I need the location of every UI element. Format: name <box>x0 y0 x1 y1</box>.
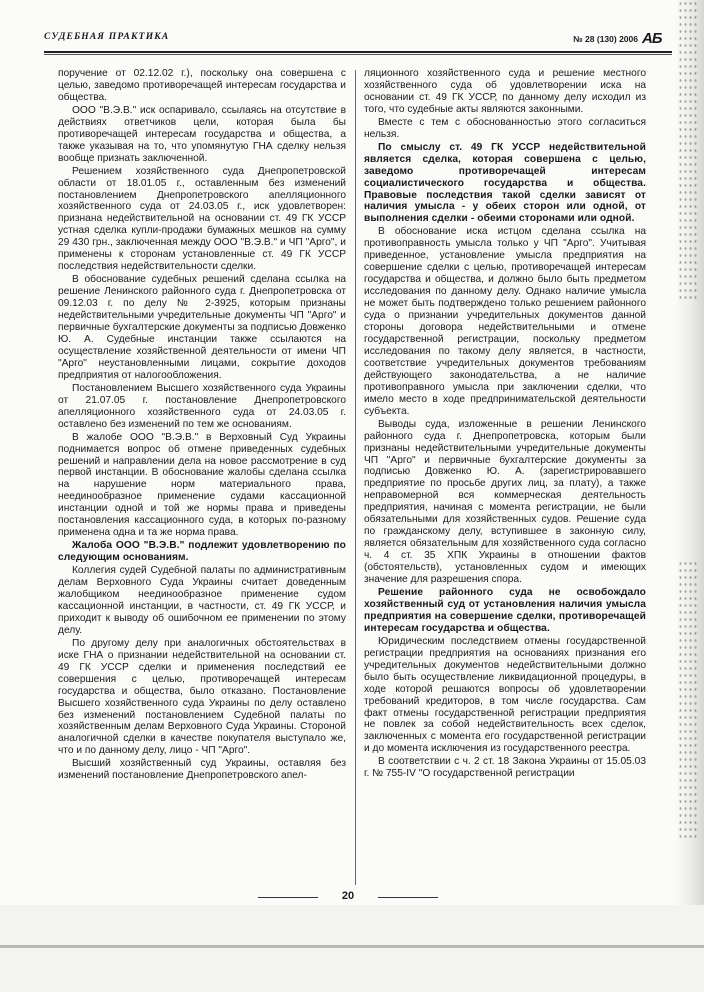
paragraph: В жалобе ООО "В.Э.В." в Верховный Суд Украины поднимается вопрос об отмене приведенных судебных решений и направлении дела на новое рассмотрение в суд первой инстанции. В обоснование жалобы сделана ссылка на нарушение норм материального права, неединообразное применение судами кассационной инстанции одной и той же нормы права и приведены постановления кассационного суда, в которых по-разному применена одна и та же норма права. <box>58 431 346 539</box>
paragraph: Решением хозяйственного суда Днепропетровской области от 18.01.05 г., оставленным без изменений постановлением Днепропетровского апелляционного хозяйственного суда от 24.03.05 г., иск удовлетворен: признана недействительной на основании ст. 49 ГК УССР устная сделка купли-продажи бумажных мешков на сумму 29 430 грн., заключенная между ООО "В.Э.В." и ЧП "Арго", и применены к сторонам установленные ст. 49 ГК УССР последствия недействительности сделки. <box>58 165 346 273</box>
publication-logo: АБ <box>642 30 662 47</box>
paragraph: поручение от 02.12.02 г.), поскольку она совершена с целью, заведомо противоречащей интересам государства и общества. <box>58 68 346 103</box>
header-rule-thin <box>44 54 672 55</box>
footer-rule-right <box>378 897 438 898</box>
right-column <box>364 68 646 781</box>
paragraph: В обоснование судебных решений сделана ссылка на решение Ленинского районного суда г. Днепропетровска от 09.12.03 г. по делу № 2-3925, которым признаны недействительными учредительные документы ЧП "Арго" и первичные бухгалтерские документы за подписью Довженко Ю. А. Судебные инстанции также ссылаются на осуществление хозяйственной деятельности от имени ЧП "Арго" неустановленными лицами, сокрытие доходов предприятия от налогообложения. <box>58 274 346 381</box>
bold-paragraph: Жалоба ООО "В.Э.В." подлежит удовлетворению по следующим основаниям. <box>58 540 346 564</box>
paragraph: Выводы суда, изложенные в решении Ленинского районного суда г. Днепропетровска, которым были признаны недействительными учредительные документы ЧП "Арго" и первичные бухгалтерские документы за подписью Довженко Ю. А. (зарегистрировавшего предприятие по просьбе других лиц, за плату), а также неправомерной вся коммерческая деятельность предприятия, начиная с момента регистрации, не были обязательными для хозяйственных судов. Решение суда по гражданскому делу, вступившее в законную силу, является обязательным для хозяйственного суда согласно ч. 4 ст. 35 ХПК Украины в отношении фактов (обстоятельств), установленных судом и имеющих значение для разрешения спора. <box>364 418 646 586</box>
paragraph: Вместе с тем с обоснованностью этого согласиться нельзя. <box>364 116 646 140</box>
paragraph: Юридическим последствием отмены государственной регистрации предприятия на основаниях признания его учредительных документов недействительными должно было быть осуществление ликвидационной процедуры, в ходе которой решаются вопросы об удовлетворении требований кредиторов, в том числе государства. Сам факт отмены государственной регистрации предприятия не повлек за собой недействительность всех сделок, заключенных с момента его государственной регистрации и до момента исключения из государственного реестра. <box>364 635 646 755</box>
paragraph: В соответствии с ч. 2 ст. 18 Закона Украины от 15.05.03 г. № 755-IV "О государственной регистрации <box>364 756 646 780</box>
header-rule <box>44 51 672 53</box>
page-number: 20 <box>341 890 355 902</box>
column-divider <box>355 70 356 885</box>
paragraph: Постановлением Высшего хозяйственного суда Украины от 21.07.05 г. постановление Днепропетровского апелляционного хозяйственного суда от 24.03.05 г. оставлено без изменений по тем же основаниям. <box>58 382 346 430</box>
scan-bottom-margin <box>0 905 704 992</box>
page-header <box>44 30 672 50</box>
scan-noise <box>678 0 698 300</box>
page-footer <box>258 890 438 904</box>
paragraph: ляционного хозяйственного суда и решение местного хозяйственного суда об удовлетворении иска на основании ст. 49 ГК УССР, по данному делу исходил из того, что судебные акты являются законными. <box>364 68 646 115</box>
bold-paragraph: По смыслу ст. 49 ГК УССР недействительной является сделка, которая совершена с целью, заведомо противоречащей интересам социалистического государства и общества. Правовые последствия такой сделки зависят от наличия умысла - у обеих сторон или одной, от выполнения сделки - обеими сторонами или одной. <box>364 141 646 225</box>
footer-rule-left <box>258 897 318 898</box>
bold-paragraph: Решение районного суда не освобождало хозяйственный суд от установления наличия умысла предприятия на совершение сделки, противоречащей интересам государства и общества. <box>364 586 646 634</box>
paragraph: Коллегия судей Судебной палаты по административным делам Верховного Суда Украины считает доведенным жалобщиком неединообразное применение судом кассационной инстанции, в частности, ст. 49 ГК УССР, и приходит к выводу об ошибочном ее применении по этому делу. <box>58 565 346 636</box>
left-column <box>58 68 346 783</box>
issue-number: № 28 (130) 2006 <box>573 34 638 44</box>
paper-edge <box>0 945 704 948</box>
section-title: СУДЕБНАЯ ПРАКТИКА <box>44 32 170 42</box>
scan-noise <box>678 560 698 840</box>
paragraph: По другому делу при аналогичных обстоятельствах в иске ГНА о признании недействительной на основании ст. 49 ГК УССР сделки и применения последствий ее совершения с целью, противоречащей интересам государства и общества, было отказано. Постановление Высшего хозяйственного суда Украины по делу оставлено без изменений постановлением Судебной палаты по хозяйственным делам Верховного Суда Украины. Стороной аналогичной сделки в качестве покупателя выступало же, что и по данному делу, лицо - ЧП "Арго". <box>58 637 346 757</box>
scan-edge-shadow <box>674 0 704 992</box>
paragraph: Высший хозяйственный суд Украины, оставляя без изменений постановление Днепропетровского апел- <box>58 758 346 782</box>
paragraph: В обоснование иска истцом сделана ссылка на противоправность умысла только у ЧП "Арго". Учитывая приведенное, установление умысла предприятия на совершение сделки с целью, противоречащей интересам государства и общества, и должно было быть предметом исследования по данному делу. Однако наличие умысла не может быть подтверждено только решением районного суда о признании учредительных документов данной стороны договора недействительными и отмене государственной регистрации, поскольку предметом исследования по такому делу является, в частности, соответствие учредительных документов требованиям действующего законодательства, а не наличие противоправного умысла при заключении сделки, что имело место в ходе предпринимательской деятельности субъекта. <box>364 226 646 417</box>
paragraph: ООО "В.Э.В." иск оспаривало, ссылаясь на отсутствие в действиях ответчиков цели, которая была бы противоречащей интересам государства и общества, а также указывая на то, что упомянутую ГНА сделку нельзя вообще признать заключенной. <box>58 104 346 164</box>
